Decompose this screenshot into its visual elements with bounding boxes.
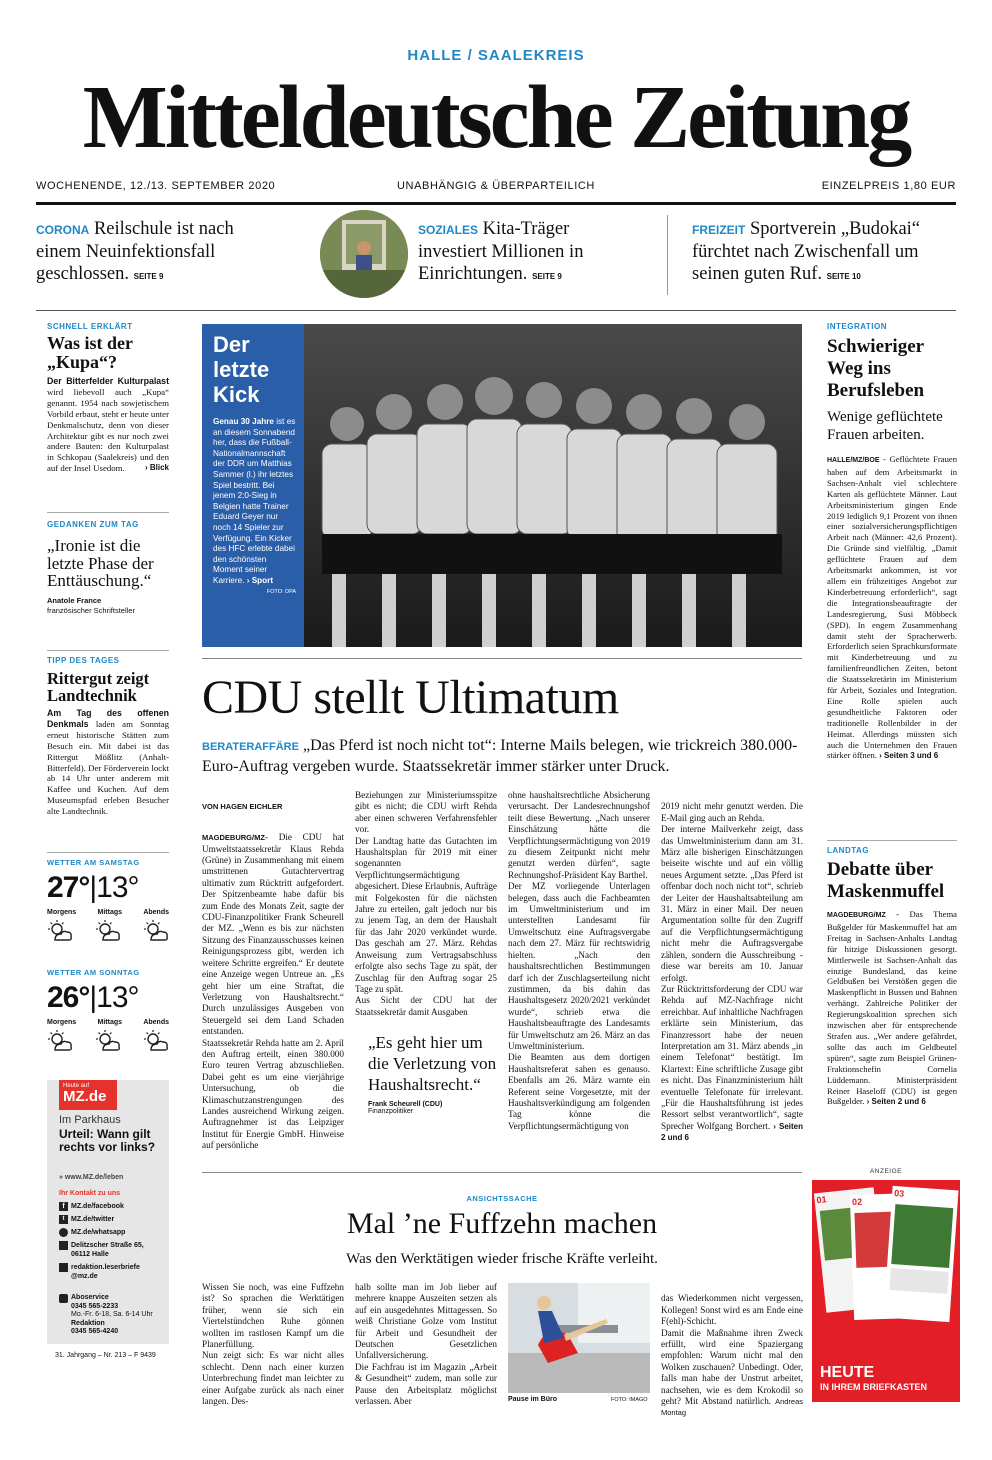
contact-facebook[interactable] xyxy=(59,1202,167,1211)
photo-ref[interactable]: › Sport xyxy=(246,575,274,585)
opinion-photo-credit: FOTO: IMAGO xyxy=(611,1397,648,1403)
explain-text: wird liebevoll auch „Kupa“ genannt. 1954 nach sowjetischem Vorbild erbaut, steht er heute unter Denkmalschutz, denn von dieser Architektur gibt es nur noch zwei andere Bauten: den Kulturpalast in Schkopau (Saalekreis) und den auf der Insel Usedom. xyxy=(47,386,169,474)
quote-role: französischer Schriftsteller xyxy=(47,605,135,615)
weather-label-morning: Morgens xyxy=(47,1019,77,1026)
opinion-col-3 xyxy=(661,1282,803,1419)
land-body xyxy=(827,909,957,1108)
integ-dateline: HALLE/MZ/BOE xyxy=(827,457,880,464)
weather-label-evening: Abends xyxy=(143,1019,169,1026)
photo-credit: FOTO: DPA xyxy=(266,588,296,595)
article-quote-text: „Es geht hier um die Verletzung von Haushaltsrecht.“ xyxy=(368,1033,497,1094)
red-phone[interactable]: 0345 565-4240 xyxy=(71,1328,119,1335)
teaser-text: Kita-Träger investiert Millionen in Einrichtungen. xyxy=(418,219,584,284)
article-quote-role: Finanzpolitiker xyxy=(368,1108,414,1115)
mail-icon xyxy=(59,1263,68,1272)
contact-twitter-label: MZ.de/twitter xyxy=(71,1216,115,1223)
issue-date: WOCHENENDE, 12./13. SEPTEMBER 2020 xyxy=(36,180,276,192)
land-dateline: MAGDEBURG/MZ xyxy=(827,912,886,919)
land-title[interactable]: Debatte über Maskenmuffel xyxy=(827,859,945,902)
right-column xyxy=(827,318,957,762)
photo-caption-lead: Genau 30 Jahre xyxy=(213,417,274,426)
bottom-rule xyxy=(202,1172,802,1173)
quote-box xyxy=(47,520,169,615)
land-kicker: LANDTAG xyxy=(827,846,870,855)
tip-lead: Am Tag des offenen Denkmals xyxy=(47,708,169,729)
price: EINZELPREIS 1,80 EUR xyxy=(821,180,956,192)
weather-label-morning: Morgens xyxy=(47,909,77,916)
teaser-ref: SEITE 9 xyxy=(532,272,562,281)
mz-logo-text: MZ.de xyxy=(63,1088,107,1105)
photo-headline[interactable]: Der letzte Kick xyxy=(213,332,270,407)
phone-icon xyxy=(59,1294,68,1303)
sun-cloud-icon xyxy=(143,920,169,942)
abo-hours: Mo.-Fr. 6-18, Sa. 6-14 Uhr xyxy=(71,1311,153,1318)
explain-ref-label: Blick xyxy=(149,463,169,473)
abo-phone[interactable]: 0345 565-2233 xyxy=(71,1302,119,1310)
weather-high: 26° xyxy=(47,981,90,1014)
twitter-icon: t xyxy=(59,1215,68,1224)
opinion-col-1: Wissen Sie noch, was eine Fuffzehn ist? So sprachen die Werktätigen früher, wenn sie sich ein Viertelstündchen Ruhe gönnen wollten im rastlosen Kampf um die Planerfüllung. Nun zeigt sich: Es war nicht alles schlecht. Denn nach einer kurzen Unterbrechung findet man leichter zu einer Aufgabe zurück als nach einer langen. Des- xyxy=(202,1282,344,1407)
advertisement[interactable] xyxy=(812,1180,960,1402)
teaser-text: Sportverein „Budokai“ fürchtet nach Zwischenfall um seinen guten Ruf. xyxy=(692,219,921,284)
promo-title[interactable]: Urteil: Wann gilt rechts vor links? xyxy=(59,1127,156,1154)
contact-whatsapp[interactable] xyxy=(59,1228,167,1237)
tip-text: laden am Sonntag erneut historische Stätten zum Besuch ein. Mit dabei ist das Rittergut Mößlitz (Anhalt-Bitterfeld). Der Förderverein lockt ab 14 Uhr unter anderem mit Kaffee und Kuchen. Auf dem Museumspfad erleben Besucher alte Landtechnik. xyxy=(47,718,170,817)
ad-page-number: 02 xyxy=(851,1196,863,1208)
temp-separator: | xyxy=(89,981,97,1014)
mz-logo-small: Heute auf xyxy=(63,1083,90,1089)
tip-box xyxy=(47,656,169,817)
article-byline: VON HAGEN EICHLER xyxy=(202,802,283,812)
tip-kicker: TIPP DES TAGES xyxy=(47,656,120,665)
contact-address xyxy=(59,1241,167,1259)
photo-ref-label: Sport xyxy=(251,575,274,585)
sun-cloud-icon xyxy=(143,1030,169,1052)
contact-email-label: redaktion.leserbriefe @mz.de xyxy=(71,1264,140,1280)
weather-temps xyxy=(47,981,169,1015)
contact-list xyxy=(59,1202,167,1285)
newspaper-title[interactable]: Mitteldeutsche Zeitung xyxy=(82,68,910,167)
integ-text: - Geflüchtete Frauen haben auf dem Arbeitsmarkt in Sachsen-Anhalt viel schlechtere Karten als geflüchtete Männer. Laut Arbeitsministerium gingen Ende 2019 lediglich 9,1 Prozent von ihnen einer sozialversicherungspflichtigen Arbeit nach (Männer: 42,6 Prozent). Die Gründe sind vielfältig. „Damit geflüchtete Frauen auf dem Arbeitsmarkt ankommen, ist vor allem ein frühzeitiges Angebot zur Kinderbetreuung erforderlich“, sagt die Integrationsbeauftragte der Landesregierung, Susi Möbbeck (SPD). In engem Zusammenhang damit steht der Spracherwerb. Erforderlich seien Sprachkursformate mit Kinderbetreuung und zu familienfreundlichen Zeiten, betont die Staatssekretärin im Ministerium für Arbeit, Soziales und Integration. Eine Rolle spielen auch gesundheitliche Faktoren oder traditionelle Rollenbilder in der Heimat. Allerdings müssten sich auch die Unternehmen den Frauen stärker öffnen. xyxy=(827,454,957,761)
article-ref-label: Seiten 2 und 6 xyxy=(661,1121,803,1143)
sun-cloud-icon xyxy=(95,920,121,942)
contact-address-label: Delitzscher Straße 65, 06112 Halle xyxy=(71,1242,144,1258)
weather-icons xyxy=(47,920,169,942)
main-kicker: BERATERAFFÄRE xyxy=(202,741,299,753)
weather-temps xyxy=(47,871,169,905)
photo-caption-text: ist es an diesem Sonnabend her, dass die Fußball-Nationalmannschaft der DDR um Matthias Sammer (l.) ihr letztes Spiel bestritt. Bei jenem 2:0-Sieg in Belgien hatte Trainer Eduard Geyer nur noch 14 Spieler zur Verfügung. Ein Kicker des HFC erlebte dabei den schönsten Moment seiner Karriere. xyxy=(213,417,296,585)
ad-page-number: 01 xyxy=(816,1194,828,1206)
main-subtitle: „Das Pferd ist noch nicht tot“: Interne Mails belegen, wie trickreich 380.000-Euro-Auftrag vergeben wurde. Staatssekretär immer stärker unter Druck. xyxy=(202,737,798,775)
ad-label: ANZEIGE xyxy=(812,1168,960,1175)
main-subheadline xyxy=(202,736,802,777)
landtag-box xyxy=(827,846,957,1108)
explain-lead: Der Bitterfelder Kulturpalast xyxy=(47,376,169,386)
land-text: - Das Thema Bußgelder für Maskenmuffel hat am Freitag in Sachsen-Anhalts Landtag für hitzige Diskussionen gesorgt. Mittlerweile ist Sachsen-Anhalt das einzige Bundesland, das keine Geldbußen bei Verstößen gegen die Maskenpflicht in Bussen und Bahnen verhängt. Zahlreiche Politiker der Regierungskoalition sprechen sich inzwischen aber für entsprechende Strafen aus. „Wer andere gefährdet, sollte das auch im Geldbeutel spüren“, sagte zum Beispiel Grünen-Fraktionschefin Cornelia Lüddemann. Ministerpräsident Reiner Haseloff (CDU) ist gegen Bußgelder. xyxy=(827,909,957,1107)
photo-rule xyxy=(202,658,802,659)
contact-email[interactable] xyxy=(59,1263,167,1281)
teaser-corona[interactable] xyxy=(36,218,264,288)
weather-low: 13° xyxy=(96,981,139,1014)
opinion-subtitle: Was den Werktätigen wieder frische Kräfte verleiht. xyxy=(346,1251,658,1267)
tip-body xyxy=(47,708,169,817)
ad-page-number: 03 xyxy=(893,1187,905,1199)
opinion-col-2: halb sollte man im Job lieber auf mehrere knappe Auszeiten setzen als auf ein ausgedehntes Mittagessen. So weiß Christiane Golze vom Institut für Arbeit und Gesundheit der Deutschen Gesetzlichen Unfallversicherung. Die Fachfrau ist im Magazin „Arbeit & Gesundheit“ zudem, man solle zur Pause den Arbeitsplatz möglichst verlassen. Aber xyxy=(355,1282,497,1407)
weather-label-evening: Abends xyxy=(143,909,169,916)
teaser-image[interactable] xyxy=(320,210,408,298)
article-ref[interactable]: › Seiten 2 und 6 xyxy=(661,1121,803,1143)
teaser-kicker: SOZIALES xyxy=(418,223,479,237)
teaser-kicker: FREIZEIT xyxy=(692,223,746,237)
land-ref-label: Seiten 2 und 6 xyxy=(871,1097,926,1107)
opinion-photo[interactable] xyxy=(508,1283,650,1393)
article-dateline: MAGDEBURG/MZ xyxy=(202,833,265,843)
promo-kicker: Im Parkhaus xyxy=(59,1114,121,1126)
right-rule xyxy=(827,840,957,841)
weather-label-noon: Mittags xyxy=(97,1019,122,1026)
motto: UNABHÄNGIG & ÜBERPARTEILICH xyxy=(397,180,595,192)
ad-flyer-3 xyxy=(883,1186,958,1322)
integ-ref[interactable]: › Seiten 3 und 6 xyxy=(879,751,939,761)
teaser-soziales[interactable] xyxy=(418,218,618,288)
integ-sub: Wenige geflüchtete Frauen arbeiten. xyxy=(827,409,943,443)
quote-author: Anatole France xyxy=(47,595,102,605)
explain-kicker: SCHNELL ERKLÄRT xyxy=(47,322,133,331)
teaser-ref: SEITE 10 xyxy=(826,272,861,281)
left-rule-3 xyxy=(47,852,169,853)
quote-kicker: GEDANKEN ZUM TAG xyxy=(47,520,139,529)
weather-saturday xyxy=(47,858,169,942)
weather-sunday xyxy=(47,968,169,1052)
weather-kicker: WETTER AM SAMSTAG xyxy=(47,858,140,867)
abo-info xyxy=(71,1294,153,1337)
weather-high: 27° xyxy=(47,871,90,904)
article-col-3: ohne haushaltsrechtliche Absicherung verursacht. Der Landesrechnungshof teilt diese Bewertung. „Nach unserer Einschätzung hätte die Verpflichtungsermächtigung von 2019 zu diesem Zeitpunkt nicht mehr genutzt werden dürfen“, sagte Rechnungshof-Präsident Kay Barthel. Der MZ vorliegende Unterlagen belegen, dass auch die Fachbeamten im Umweltministerium und im unterstellten Landesamt für Umweltschutz eine Auftragsvergabe nach dem 27. März für rechtswidrig hielten. „Nach den haushaltsrechtlichen Bestimmungen darf ich der Zuschlagserteilung nicht zustimmen, da bis dahin das Haushaltsgesetz 2020/2021 verkündet wurde“, schrieb etwa die Haushaltsbeauftragte des Landesamts für Umweltschutz am 26. März an das Umweltministerium. Die Beamten aus dem dortigen Haushaltsreferat sahen es genauso. Ebenfalls am 26. März warnte ein Referent seine Vorgesetzte, mit der Haushaltsverkündigung am folgenden Tag könne die Verpflichtungsermächtigung von xyxy=(508,790,650,1131)
integ-kicker: INTEGRATION xyxy=(827,322,888,331)
sun-cloud-icon xyxy=(95,1030,121,1052)
integ-ref-label: Seiten 3 und 6 xyxy=(884,751,939,761)
sun-cloud-icon xyxy=(47,1030,73,1052)
tip-title[interactable]: Rittergut zeigt Landtechnik xyxy=(47,669,150,705)
weather-label-noon: Mittags xyxy=(97,909,122,916)
article-text-4: 2019 nicht mehr genutzt werden. Die E-Mail ging auch an Rehda. Der interne Mailverkehr zeigt, dass das Umweltministerium dann am 31. März alle bisherigen Einschätzungen beiseite wischte und auf ein völlig neues Argument setzte. „Das Pferd ist offenbar doch noch nicht tot“, schrieb der Leiter der Haushaltsabteilung am 31. März in einer Mail. Der neuen Argumentation sollte für den Zugriff auf die Verpflichtungsermächtigung nicht mehr die Auftragsvergabe zählen, sondern die Ausschreibung - diese war bereits am 10. Januar erfolgt. Zur Rücktrittsforderung der CDU war Rehda auf MZ-Nachfrage nicht erreichbar. Auf inhaltliche Nachfragen erklärte sein Ministerium, das Finanzressort habe der neuen Interpretation am 31. März abends „in einem Telefonat“ bestätigt. Im Klartext: Eine schriftliche Zusage gibt es nicht. Das Finanzministerium hält eventuelle Telefonate für irrelevant. „Für die Haushaltsführung ist jedes Ressort selbst verantwortlich“, sagte Sprecher Wolfgang Borchert. xyxy=(661,801,803,1131)
opinion-kicker: ANSICHTSSACHE xyxy=(466,1194,538,1203)
explain-body xyxy=(47,376,169,474)
issue-footer: 31. Jahrgang – Nr. 213 – F 9439 xyxy=(55,1352,156,1359)
temp-separator: | xyxy=(89,871,97,904)
promo-link[interactable]: » www.MZ.de/leben xyxy=(59,1174,124,1181)
article-col-2: Beziehungen zur Ministeriumsspitze gibt es nicht; die CDU wirft Rehda aber einen schweren Verfahrensfehler vor. Der Landtag hatte das Gutachten im Haushaltsplan für 2019 mit einer sogenannten Verpflichtungsermächtigung abgesichert. Diese Erlaubnis, Aufträge mit Folgekosten für die nächsten Jahre zu erteilen, galt jedoch nur bis zu jenem Tag, an dem der Haushalt für das Jahr 2020 verkündet wurde. Das geschah am 27. März. Rehdas Anweisung zum Vertragsabschluss erfolgte also sechs Tage zu spät, der Zuschlag für den Auftrag sogar 25 Tage zu spät. Aus Sicht der CDU hat der Staatssekretär damit Ausgaben xyxy=(355,790,497,1017)
article-col-4 xyxy=(661,790,803,1144)
weather-labels xyxy=(47,1019,169,1026)
abo-label: Aboservice xyxy=(71,1294,109,1301)
opinion-photo-caption: Pause im Büro xyxy=(508,1396,558,1403)
mz-logo xyxy=(59,1080,117,1110)
mz-promo-box[interactable] xyxy=(47,1080,169,1344)
masthead-rule xyxy=(36,202,956,205)
quote-text: „Ironie ist die letzte Phase der Enttäuschung.“ xyxy=(47,536,154,590)
contact-twitter[interactable] xyxy=(59,1215,167,1224)
article-text-1: - Die CDU hat Umweltstaatssekretär Klaus Rehda (Grüne) in Zusammenhang mit einem umstrittenen Gutachtervertrag ultimativ zum Rücktritt aufgefordert. Der Spitzenbeamte habe dafür bis zum Ende des Monats Zeit, sagte der CDU-Finanzpolitiker Frank Scheurell der MZ. „Wenn es bis zur nächsten Sitzung des Finanzausschusses keinen Reinigungsprozess gibt, werden ich weitere Schritte ergreifen.“ Er deutete eine Anzeige wegen Untreue an. „Es geht hier um eine Straftat, die Verletzung von Haushaltsrecht.“ Durch unzulässiges Ausgeben von Steuergeld sei dem Land Schaden entstanden. Staatssekretär Rehda hatte am 2. April den Auftrag erteilt, einen 380.000 Euro teuren Vertrag abzuschließen. Dabei geht es um eine vierjährige Untersuchung, ob die Klimaschutzanstrengungen des Landes ausreichend Wirkung zeigen. Auftragnehmer ist das Leipziger Institut für Energie GmbH. Hinweise auf persönliche xyxy=(202,832,344,1151)
photo-caption xyxy=(213,417,296,587)
explain-title[interactable]: Was ist der „Kupa“? xyxy=(47,333,133,372)
opinion-author: Andreas Montag xyxy=(661,1397,803,1418)
abo-service xyxy=(59,1294,167,1337)
red-label: Redaktion xyxy=(71,1319,105,1327)
left-column xyxy=(47,318,169,474)
main-headline[interactable]: CDU stellt Ultimatum xyxy=(202,671,619,724)
article-col-1 xyxy=(202,790,344,1152)
contact-facebook-label: MZ.de/facebook xyxy=(71,1203,124,1210)
weather-low: 13° xyxy=(96,871,139,904)
photo-caption-box xyxy=(202,324,304,647)
integ-title[interactable]: Schwieriger Weg ins Berufsleben xyxy=(827,336,925,401)
article-quote-author: Frank Scheurell (CDU) xyxy=(368,1101,443,1108)
left-rule-2 xyxy=(47,650,169,651)
whatsapp-icon xyxy=(59,1228,68,1237)
teaser-freizeit[interactable] xyxy=(692,218,956,288)
opinion-text-3: das Wiederkommen nicht vergessen, Kollegen! Sonst wird es am Ende eine F(ehl)-Schicht. Damit die Maßnahme ihren Zweck erfüllt, wird eine Spaziergang empfohlen: Warum nicht mal den Wolken zuschauen? Unbedingt. Oder, falls man habe der Unstrut arbeitet, nachsehen, wie es dem Krokodil so geht? Mit Abstand natürlich. xyxy=(661,1293,803,1407)
teaser-ref: SEITE 9 xyxy=(133,272,164,281)
teaser-text: Reilschule ist nach einem Neuinfektionsfall geschlossen. xyxy=(36,219,234,284)
weather-labels xyxy=(47,909,169,916)
explain-ref[interactable]: › Blick xyxy=(144,463,169,473)
weather-kicker: WETTER AM SONNTAG xyxy=(47,968,140,977)
ad-line-2: IN IHREM BRIEFKASTEN xyxy=(820,1382,928,1392)
left-rule-1 xyxy=(47,512,169,513)
ad-line-1: HEUTE xyxy=(820,1364,875,1381)
land-ref[interactable]: › Seiten 2 und 6 xyxy=(866,1097,926,1107)
teaser-kicker: CORONA xyxy=(36,223,90,237)
sun-cloud-icon xyxy=(47,920,73,942)
article-quote xyxy=(368,1032,498,1115)
teaser-rule xyxy=(36,310,956,311)
region-label: HALLE / SAALEKREIS xyxy=(407,47,585,64)
teaser-divider xyxy=(667,215,668,295)
location-icon xyxy=(59,1241,68,1250)
integ-body xyxy=(827,454,957,762)
contact-whatsapp-label: MZ.de/whatsapp xyxy=(71,1229,126,1236)
contact-title: Ihr Kontakt zu uns xyxy=(59,1190,121,1197)
opinion-title[interactable]: Mal ’ne Fuffzehn machen xyxy=(346,1207,658,1240)
weather-icons xyxy=(47,1030,169,1052)
facebook-icon: f xyxy=(59,1202,68,1211)
